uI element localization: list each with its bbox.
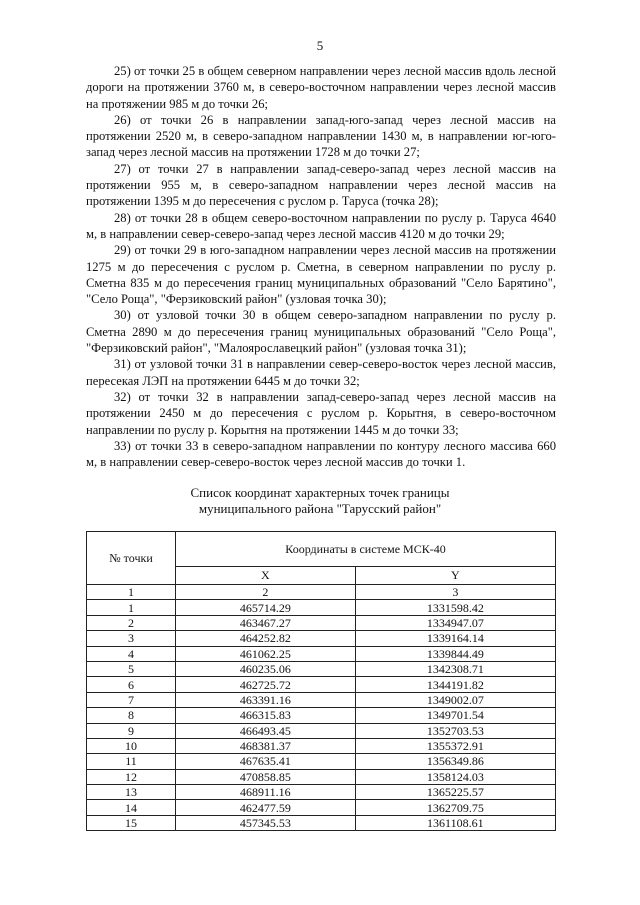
x-coordinate-cell: 462477.59	[176, 800, 356, 815]
table-row	[87, 708, 556, 723]
table-body	[87, 600, 556, 831]
table-row	[87, 815, 556, 830]
x-coordinate-cell: 466493.45	[176, 723, 356, 738]
table-row	[87, 692, 556, 707]
paragraph-point-26: 26) от точки 26 в направлении запад-юго-запад через лесной массив на протяжении 2520 м, в северо-западном направлении 1430 м, в направлении юг-юго-запад через лесной массив на протяжении 1728 м до точки 27;	[86, 112, 556, 160]
y-coordinate-cell: 1344191.82	[355, 677, 555, 692]
y-coordinate-cell: 1331598.42	[355, 600, 555, 615]
point-number-cell: 15	[87, 815, 176, 830]
paragraph-point-27: 27) от точки 27 в направлении запад-северо-запад через лесной массив на протяжении 955 м, в северо-западном направлении через лесной массив на протяжении 1395 м до пересечения с руслом р. Таруса (точка 28);	[86, 161, 556, 209]
header-point-number: № точки	[87, 532, 176, 585]
point-number-cell: 6	[87, 677, 176, 692]
y-coordinate-cell: 1349002.07	[355, 692, 555, 707]
table-title-line-2: муниципального района "Тарусский район"	[198, 501, 442, 516]
point-number-cell: 13	[87, 785, 176, 800]
point-number-cell: 12	[87, 769, 176, 784]
paragraph-point-33: 33) от точки 33 в северо-западном направлении по контуру лесного массива 660 м, в направлении север-северо-восток через лесной массив до точки 1.	[86, 438, 556, 470]
x-coordinate-cell: 468381.37	[176, 738, 356, 753]
point-number-cell: 1	[87, 600, 176, 615]
y-coordinate-cell: 1361108.61	[355, 815, 555, 830]
x-coordinate-cell: 457345.53	[176, 815, 356, 830]
header-y: Y	[355, 566, 555, 584]
point-number-cell: 5	[87, 661, 176, 676]
y-coordinate-cell: 1349701.54	[355, 708, 555, 723]
paragraph-point-25: 25) от точки 25 в общем северном направлении через лесной массив вдоль лесной дороги на протяжении 3760 м, в северо-восточном направлении через лесной массив на протяжении 985 м до точки 26;	[86, 64, 556, 111]
y-coordinate-cell: 1339164.14	[355, 631, 555, 646]
table-row	[87, 754, 556, 769]
table-row	[87, 723, 556, 738]
y-coordinate-cell: 1334947.07	[355, 615, 555, 630]
table-row	[87, 800, 556, 815]
point-number-cell: 10	[87, 738, 176, 753]
y-coordinate-cell: 1358124.03	[355, 769, 555, 784]
paragraph-point-28: 28) от точки 28 в общем северо-восточном направлении по руслу р. Таруса 4640 м, в направлении север-северо-запад через лесной массив 4120 м до точки 29;	[86, 210, 556, 241]
page-number: 5	[316, 38, 324, 53]
coordinates-table	[86, 531, 556, 831]
x-coordinate-cell: 461062.25	[176, 646, 356, 661]
point-number-cell: 3	[87, 631, 176, 646]
table-title	[0, 485, 640, 517]
table-title-line-1: Список координат характерных точек границы	[190, 485, 450, 500]
x-coordinate-cell: 463467.27	[176, 615, 356, 630]
x-coordinate-cell: 466315.83	[176, 708, 356, 723]
table-row	[87, 661, 556, 676]
table-row	[87, 738, 556, 753]
y-coordinate-cell: 1362709.75	[355, 800, 555, 815]
paragraph-point-31: 31) от узловой точки 31 в направлении север-северо-восток через лесной массив, пересекая ЛЭП на протяжении 6445 м до точки 32;	[86, 357, 556, 388]
point-number-cell: 14	[87, 800, 176, 815]
y-coordinate-cell: 1365225.57	[355, 785, 555, 800]
table-row	[87, 631, 556, 646]
table-row	[87, 785, 556, 800]
x-coordinate-cell: 460235.06	[176, 661, 356, 676]
paragraph-point-32: 32) от точки 32 в направлении запад-северо-запад через лесной массив на протяжении 2450 м до пересечения с руслом р. Корытня, в северо-восточном направлении по руслу р. Корытня на протяжении 1445 м до точки 33;	[86, 389, 556, 437]
x-coordinate-cell: 467635.41	[176, 754, 356, 769]
body-text	[86, 63, 556, 470]
column-number: 2	[176, 585, 356, 600]
point-number-cell: 4	[87, 646, 176, 661]
point-number-cell: 9	[87, 723, 176, 738]
x-coordinate-cell: 468911.16	[176, 785, 356, 800]
point-number-cell: 7	[87, 692, 176, 707]
column-number: 1	[87, 585, 176, 600]
column-number: 3	[355, 585, 555, 600]
table-row	[87, 677, 556, 692]
table-row	[87, 769, 556, 784]
point-number-cell: 11	[87, 754, 176, 769]
header-x: X	[176, 566, 356, 584]
header-coordinate-system: Координаты в системе МСК-40	[176, 532, 556, 567]
point-number-cell: 2	[87, 615, 176, 630]
x-coordinate-cell: 462725.72	[176, 677, 356, 692]
point-number-cell: 8	[87, 708, 176, 723]
x-coordinate-cell: 463391.16	[176, 692, 356, 707]
column-number-row	[87, 585, 556, 600]
x-coordinate-cell: 464252.82	[176, 631, 356, 646]
table-row	[87, 600, 556, 615]
y-coordinate-cell: 1339844.49	[355, 646, 555, 661]
paragraph-point-29: 29) от точки 29 в юго-западном направлении через лесной массив на протяжении 1275 м до пересечения с руслом р. Сметна, в северном направлении по руслу р. Сметна 835 м до пересечения границ муниципальных образований "Село Барятино", "Село Роща", "Ферзиковский район" (узловая точка 30);	[86, 243, 556, 307]
y-coordinate-cell: 1342308.71	[355, 661, 555, 676]
y-coordinate-cell: 1355372.91	[355, 738, 555, 753]
table-row	[87, 615, 556, 630]
paragraph-point-30: 30) от узловой точки 30 в общем северо-западном направлении по руслу р. Сметна 2890 м до пересечения границ муниципальных образований "Село Роща", "Ферзиковский район", "Малоярославецкий район" (узловая точка 31);	[86, 308, 556, 356]
y-coordinate-cell: 1356349.86	[355, 754, 555, 769]
table-row	[87, 646, 556, 661]
y-coordinate-cell: 1352703.53	[355, 723, 555, 738]
x-coordinate-cell: 465714.29	[176, 600, 356, 615]
x-coordinate-cell: 470858.85	[176, 769, 356, 784]
